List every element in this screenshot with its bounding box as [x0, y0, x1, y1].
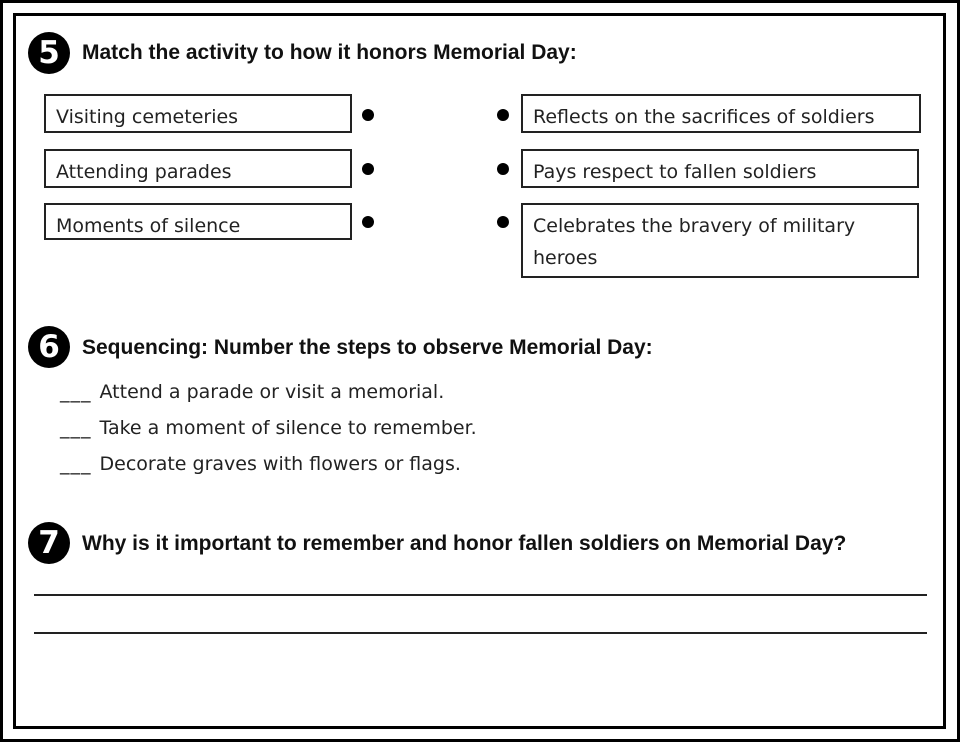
question-7-title: Why is it important to remember and honor fallen soldiers on Memorial Day? — [82, 532, 847, 555]
sequence-step-3-text: Decorate graves with flowers or flags. — [99, 453, 461, 475]
activity-match-dot-3[interactable] — [362, 216, 374, 228]
meaning-match-dot-1[interactable] — [497, 109, 509, 121]
activity-box-1: Visiting cemeteries — [44, 94, 352, 133]
sequence-step-1 — [60, 381, 444, 403]
activity-box-3: Moments of silence — [44, 203, 352, 240]
sequence-blank-3[interactable]: ___ — [60, 453, 92, 475]
activity-box-2: Attending parades — [44, 149, 352, 188]
sequence-step-2 — [60, 417, 477, 439]
sequence-step-3 — [60, 453, 461, 475]
question-6-title: Sequencing: Number the steps to observe Memorial Day: — [82, 336, 653, 359]
meaning-box-1: Reflects on the sacrifices of soldiers — [521, 94, 921, 133]
meaning-match-dot-3[interactable] — [497, 216, 509, 228]
question-7-number-badge: 7 — [28, 522, 70, 564]
sequence-step-2-text: Take a moment of silence to remember. — [99, 417, 477, 439]
answer-line-1[interactable] — [34, 594, 927, 596]
meaning-box-3: Celebrates the bravery of military heroes — [521, 203, 919, 278]
sequence-blank-1[interactable]: ___ — [60, 381, 92, 403]
sequence-step-1-text: Attend a parade or visit a memorial. — [99, 381, 445, 403]
activity-match-dot-2[interactable] — [362, 163, 374, 175]
question-6-number-badge: 6 — [28, 326, 70, 368]
activity-match-dot-1[interactable] — [362, 109, 374, 121]
answer-line-2[interactable] — [34, 632, 927, 634]
question-5-title: Match the activity to how it honors Memorial Day: — [82, 41, 577, 64]
sequence-blank-2[interactable]: ___ — [60, 417, 92, 439]
meaning-match-dot-2[interactable] — [497, 163, 509, 175]
meaning-box-2: Pays respect to fallen soldiers — [521, 149, 919, 188]
question-5-number-badge: 5 — [28, 32, 70, 74]
